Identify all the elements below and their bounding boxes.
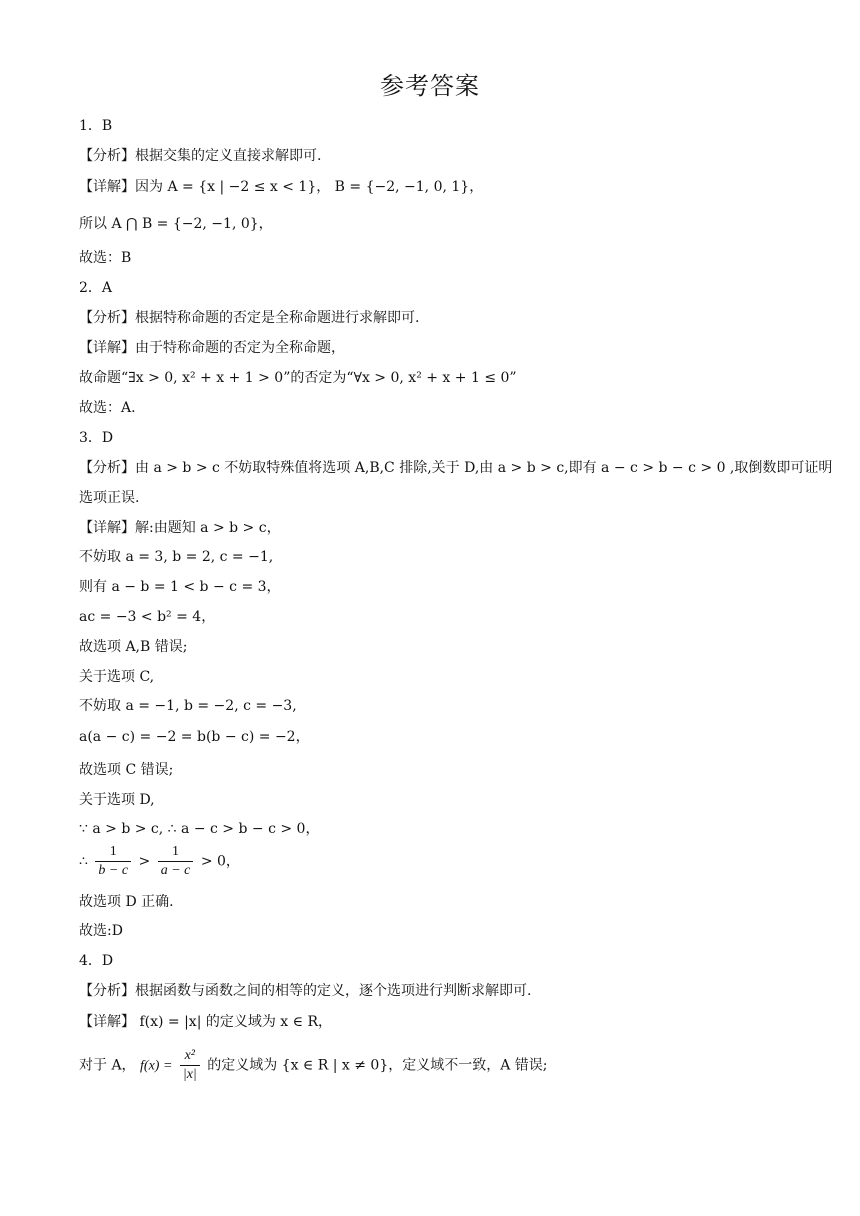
answer-4-detail: 【详解】 f(x) = |x| 的定义域为 x ∈ R，	[79, 1014, 333, 1030]
answer-2-choice: 故选：A.	[79, 400, 136, 416]
answer-3-analysis: 【分析】由 a > b > c 不妨取特殊值将选项 A,B,C 排除,关于 D,由 a > b > c,即有 a − c > b − c > 0 ,取倒数即可证明	[79, 460, 833, 476]
fraction-1-den: b − c	[98, 863, 129, 878]
answer-3-c-eq: a(a − c) = −2 = b(b − c) = −2，	[79, 729, 310, 745]
option-a-fraction-den: |x|	[182, 1067, 197, 1082]
answer-3-ac: ac = −3 < b² = 4，	[79, 609, 216, 625]
answer-3-ab-wrong: 故选项 A,B 错误;	[79, 639, 188, 655]
answer-4-option-a	[79, 1047, 548, 1084]
answer-3-choice: 故选:D	[79, 923, 123, 939]
answer-1-detail: 【详解】因为 A = {x | −2 ≤ x < 1}， B = {−2, −1, 0, 1}，	[79, 179, 484, 195]
fraction-gt: >	[138, 853, 151, 870]
answer-2-analysis: 【分析】根据特称命题的否定是全称命题进行求解即可.	[79, 310, 420, 326]
option-a-fraction	[180, 1047, 200, 1084]
answer-3-heading: 3．D	[79, 430, 114, 446]
answer-3-pick-values-c: 不妨取 a = −1, b = −2, c = −3,	[79, 698, 297, 714]
fraction-2-den: a − c	[160, 863, 191, 878]
answer-1-heading: 1．B	[79, 118, 113, 134]
therefore-symbol: ∴	[79, 853, 88, 870]
answer-4-heading: 4．D	[79, 953, 114, 969]
fraction-2	[158, 843, 194, 880]
fraction-suffix: > 0，	[200, 853, 240, 870]
answer-3-d-correct: 故选项 D 正确.	[79, 894, 174, 910]
answer-1-intersection: 所以 A ⋂ B = {−2, −1, 0}，	[79, 216, 273, 232]
answer-4-analysis: 【分析】根据函数与函数之间的相等的定义，逐个选项进行判断求解即可.	[79, 983, 532, 999]
answer-2-heading: 2．A	[79, 280, 113, 296]
answer-1-analysis: 【分析】根据交集的定义直接求解即可.	[79, 148, 322, 164]
fraction-1	[95, 843, 131, 880]
answer-3-c-wrong: 故选项 C 错误;	[79, 762, 174, 778]
option-a-suffix: 的定义域为 {x ∈ R | x ≠ 0}，定义域不一致，A 错误;	[207, 1057, 548, 1074]
answer-3-compare: 则有 a − b = 1 < b − c = 3，	[79, 579, 281, 595]
answer-2-detail: 【详解】由于特称命题的否定为全称命题，	[79, 340, 345, 356]
answer-1-choice: 故选：B	[79, 250, 132, 266]
page-title: 参考答案	[380, 72, 480, 100]
fraction-1-num: 1	[95, 843, 131, 862]
answer-3-option-d: 关于选项 D,	[79, 792, 155, 808]
answer-3-d-since: ∵ a > b > c, ∴ a − c > b − c > 0，	[79, 821, 320, 837]
fraction-2-num: 1	[158, 843, 194, 862]
option-a-fraction-num: x²	[180, 1047, 200, 1066]
answer-3-option-c: 关于选项 C,	[79, 669, 155, 685]
answer-3-analysis-cont: 选项正误.	[79, 490, 140, 506]
answer-3-pick-values: 不妨取 a = 3, b = 2, c = −1,	[79, 549, 274, 565]
answer-2-negation: 故命题“∃x > 0, x² + x + 1 > 0”的否定为“∀x > 0, x² + x + 1 ≤ 0”	[79, 370, 517, 386]
option-a-prefix: 对于 A，	[79, 1057, 136, 1074]
answer-3-detail: 【详解】解:由题知 a > b > c，	[79, 520, 281, 536]
answer-3-d-fraction	[79, 843, 240, 880]
option-a-fx: f(x) =	[140, 1058, 173, 1074]
